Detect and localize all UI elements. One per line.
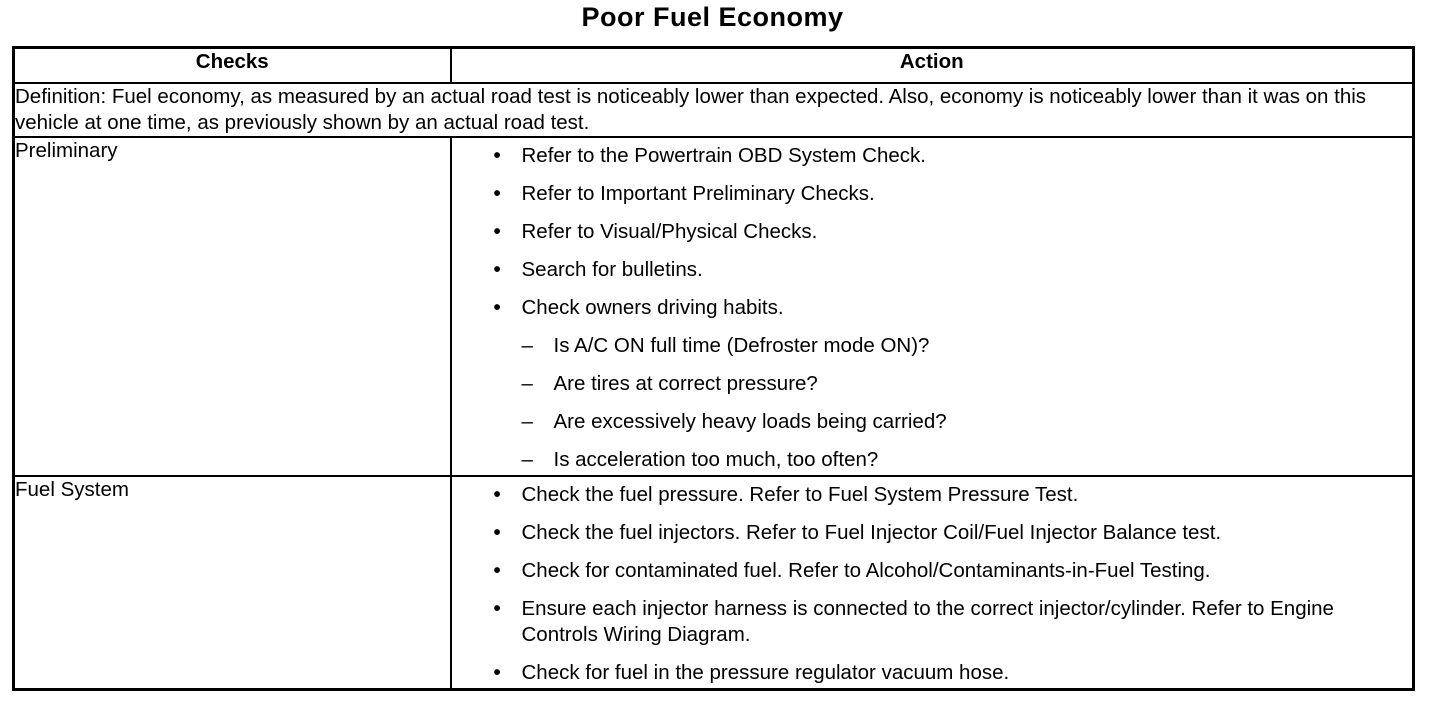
action-text: Check for fuel in the pressure regulator vacuum hose. — [521, 661, 1010, 684]
action-item — [452, 660, 1413, 686]
dash-icon: – — [521, 448, 533, 471]
action-text: Refer to Important Preliminary Checks. — [521, 182, 875, 205]
dash-icon: – — [521, 372, 533, 395]
action-text: Refer to Visual/Physical Checks. — [521, 220, 818, 243]
action-text: Ensure each injector harness is connected to the correct injector/cylinder. Refer to Engine Controls Wiring Diagram. — [521, 597, 1334, 646]
action-item — [452, 257, 1413, 283]
table-header-row — [14, 48, 1414, 84]
sub-action-item — [522, 371, 1413, 397]
sub-action-item — [522, 333, 1413, 359]
bullet-icon: • — [493, 661, 501, 684]
sub-action-item — [522, 409, 1413, 435]
action-text: Check for contaminated fuel. Refer to Alcohol/Contaminants-in-Fuel Testing. — [521, 559, 1211, 582]
action-item — [452, 520, 1413, 546]
action-item — [452, 219, 1413, 245]
action-item — [452, 596, 1413, 648]
sub-action-text: Are excessively heavy loads being carried? — [553, 410, 947, 433]
action-list — [452, 138, 1413, 475]
action-text: Refer to the Powertrain OBD System Check. — [521, 144, 926, 167]
action-cell-preliminary — [451, 137, 1414, 476]
bullet-icon: • — [493, 597, 501, 620]
bullet-icon: • — [493, 220, 501, 243]
action-text: Check the fuel pressure. Refer to Fuel System Pressure Test. — [521, 483, 1079, 506]
table-row — [14, 137, 1414, 476]
bullet-icon: • — [493, 296, 501, 319]
action-item — [452, 143, 1413, 169]
sub-action-list — [522, 333, 1413, 473]
action-list — [452, 477, 1413, 688]
definition-row — [14, 83, 1414, 137]
check-cell-preliminary: Preliminary — [14, 137, 451, 476]
check-cell-fuel-system: Fuel System — [14, 476, 451, 690]
sub-action-text: Are tires at correct pressure? — [553, 372, 818, 395]
bullet-icon: • — [493, 182, 501, 205]
bullet-icon: • — [493, 144, 501, 167]
bullet-icon: • — [493, 258, 501, 281]
sub-action-text: Is acceleration too much, too often? — [553, 448, 879, 471]
action-item — [452, 558, 1413, 584]
sub-action-item — [522, 447, 1413, 473]
diagnostic-table — [12, 46, 1415, 691]
dash-icon: – — [521, 410, 533, 433]
action-text: Check owners driving habits. — [521, 296, 784, 319]
action-cell-fuel-system — [451, 476, 1414, 690]
definition-text: Definition: Fuel economy, as measured by an actual road test is noticeably lower than expected. Also, economy is noticeably lower than it was on this vehicle at one time, as previously shown by an actual road test. — [14, 83, 1414, 137]
table-row — [14, 476, 1414, 690]
bullet-icon: • — [493, 521, 501, 544]
action-item — [452, 482, 1413, 508]
sub-action-text: Is A/C ON full time (Defroster mode ON)? — [553, 334, 930, 357]
page-title: Poor Fuel Economy — [581, 2, 844, 32]
dash-icon: – — [521, 334, 533, 357]
bullet-icon: • — [493, 483, 501, 506]
action-text: Check the fuel injectors. Refer to Fuel Injector Coil/Fuel Injector Balance test. — [521, 521, 1222, 544]
action-item — [452, 295, 1413, 473]
action-text: Search for bulletins. — [521, 258, 703, 281]
column-header-checks: Checks — [14, 48, 451, 84]
bullet-icon: • — [493, 559, 501, 582]
column-header-action: Action — [451, 48, 1414, 84]
action-item — [452, 181, 1413, 207]
